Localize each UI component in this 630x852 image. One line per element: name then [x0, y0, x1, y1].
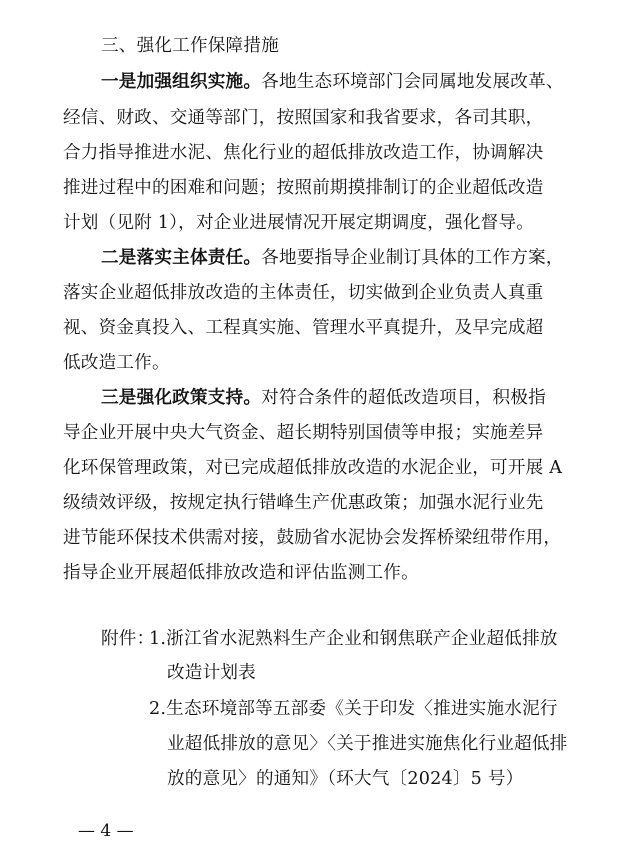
attachment-2-line-1: 2.生态环境部等五部委《关于印发〈推进实施水泥行 — [149, 699, 558, 719]
paragraph-3-line-5: 进节能环保技术供需对接，鼓励省水泥协会发挥桥梁纽带作用， — [63, 528, 562, 548]
attachments-label: 附件： — [101, 629, 155, 649]
paragraph-3-text: 对符合条件的超低改造项目，积极指 — [261, 388, 546, 408]
paragraph-2-line-4: 低改造工作。 — [63, 353, 170, 373]
paragraph-2-line-1 — [101, 246, 564, 270]
paragraph-1-line-4: 推进过程中的困难和问题；按照前期摸排制订的企业超低改造 — [63, 178, 544, 198]
attachment-2-line-2: 业超低排放的意见〉〈关于推进实施焦化行业超低排 — [167, 734, 568, 754]
paragraph-2-line-2: 落实企业超低排放改造的主体责任，切实做到企业负责人真重 — [63, 283, 544, 303]
paragraph-2-lead: 二是落实主体责任。 — [101, 247, 262, 268]
paragraph-1-line-2: 经信、财政、交通等部门，按照国家和我省要求，各司其职， — [63, 108, 544, 128]
paragraph-1-text: 各地生态环境部门会同属地发展改革、 — [261, 72, 564, 92]
paragraph-3-line-2: 导企业开展中央大气资金、超长期特别国债等申报；实施差异 — [63, 423, 544, 443]
paragraph-1-line-3: 合力指导推进水泥、焦化行业的超低排放改造工作，协调解决 — [63, 143, 544, 163]
paragraph-2-line-3: 视、资金真投入、工程真实施、管理水平真提升，及早完成超 — [63, 318, 544, 338]
paragraph-1-lead: 一是加强组织实施。 — [101, 71, 262, 92]
paragraph-3-line-4: 级绩效评级，按规定执行错峰生产优惠政策；加强水泥行业先 — [63, 493, 544, 513]
attachment-1-line-1: 1.浙江省水泥熟料生产企业和钢焦联产企业超低排放 — [149, 629, 558, 649]
paragraph-1-line-1 — [101, 70, 564, 94]
paragraph-1-line-5: 计划（见附 1），对企业进展情况开展定期调度，强化督导。 — [63, 213, 535, 233]
attachment-2-line-3: 放的意见〉的通知》（环大气〔2024〕5 号） — [167, 769, 524, 789]
paragraph-3-line-6: 指导企业开展超低排放改造和评估监测工作。 — [63, 563, 419, 583]
paragraph-3-line-1 — [101, 386, 546, 410]
page-number: — 4 — — [78, 821, 134, 841]
paragraph-3-lead: 三是强化政策支持。 — [101, 387, 262, 408]
paragraph-2-text: 各地要指导企业制订具体的工作方案， — [261, 248, 564, 268]
section-heading: 三、强化工作保障措施 — [101, 36, 279, 56]
paragraph-3-line-3: 化环保管理政策，对已完成超低排放改造的水泥企业，可开展 A — [63, 458, 563, 478]
attachment-1-line-2: 改造计划表 — [167, 663, 256, 683]
